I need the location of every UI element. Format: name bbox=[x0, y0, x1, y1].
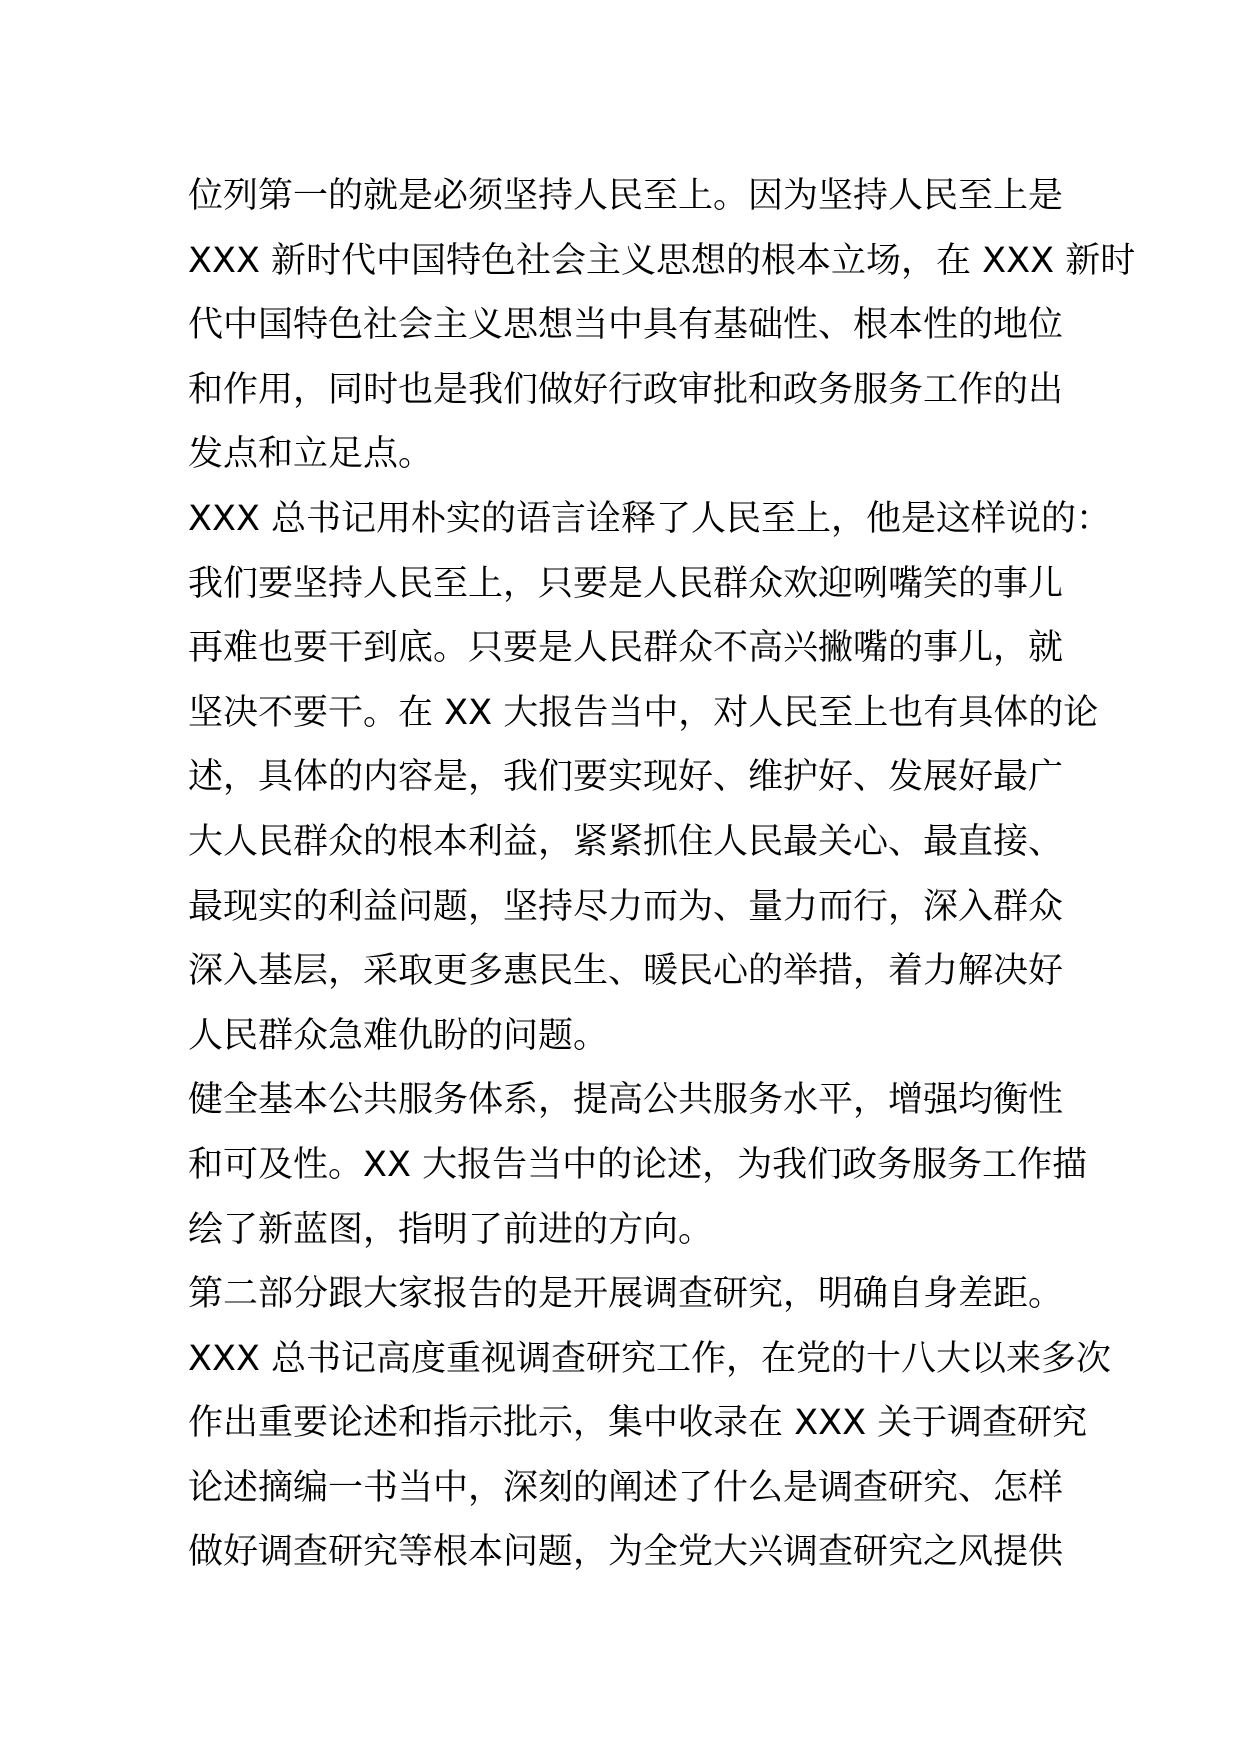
text-line: 发点和立足点。 bbox=[188, 434, 434, 475]
text-line: 作出重要论述和指示批示，集中收录在 XXX 关于调查研究 bbox=[188, 1403, 1088, 1444]
text-line: 绘了新蓝图，指明了前进的方向。 bbox=[188, 1209, 714, 1250]
text-line: 人民群众急难仇盼的问题。 bbox=[188, 1015, 609, 1056]
text-line: 和作用，同时也是我们做好行政审批和政务服务工作的出 bbox=[188, 369, 1064, 410]
text-line: 深入基层，采取更多惠民生、暖民心的举措，着力解决好 bbox=[188, 951, 1064, 992]
text-line: 再难也要干到底。只要是人民群众不高兴撇嘴的事儿，就 bbox=[188, 628, 1064, 669]
text-line: XXX 总书记用朴实的语言诠释了人民至上，他是这样说的： bbox=[188, 498, 1112, 539]
text-line: XXX 总书记高度重视调查研究工作，在党的十八大以来多次 bbox=[188, 1338, 1112, 1379]
text-line: 做好调查研究等根本问题，为全党大兴调查研究之风提供 bbox=[188, 1532, 1064, 1573]
text-line: 最现实的利益问题，坚持尽力而为、量力而行，深入群众 bbox=[188, 886, 1064, 927]
text-line: 健全基本公共服务体系，提高公共服务水平，增强均衡性 bbox=[188, 1080, 1064, 1121]
text-line: 代中国特色社会主义思想当中具有基础性、根本性的地位 bbox=[188, 305, 1064, 346]
text-line: 我们要坚持人民至上，只要是人民群众欢迎咧嘴笑的事儿 bbox=[188, 563, 1064, 604]
text-line: 论述摘编一书当中，深刻的阐述了什么是调查研究、怎样 bbox=[188, 1467, 1064, 1508]
body-text bbox=[188, 164, 1136, 1585]
text-line: 第二部分跟大家报告的是开展调查研究，明确自身差距。 bbox=[188, 1274, 1064, 1315]
text-line: 大人民群众的根本利益，紧紧抓住人民最关心、最直接、 bbox=[188, 821, 1064, 862]
text-line: 位列第一的就是必须坚持人民至上。因为坚持人民至上是 bbox=[188, 176, 1064, 216]
text-line: 和可及性。XX 大报告当中的论述，为我们政务服务工作描 bbox=[188, 1144, 1088, 1185]
text-line: 述，具体的内容是，我们要实现好、维护好、发展好最广 bbox=[188, 757, 1064, 798]
text-line: 坚决不要干。在 XX 大报告当中，对人民至上也有具体的论 bbox=[188, 692, 1099, 733]
text-line: XXX 新时代中国特色社会主义思想的根本立场，在 XXX 新时 bbox=[188, 240, 1136, 281]
